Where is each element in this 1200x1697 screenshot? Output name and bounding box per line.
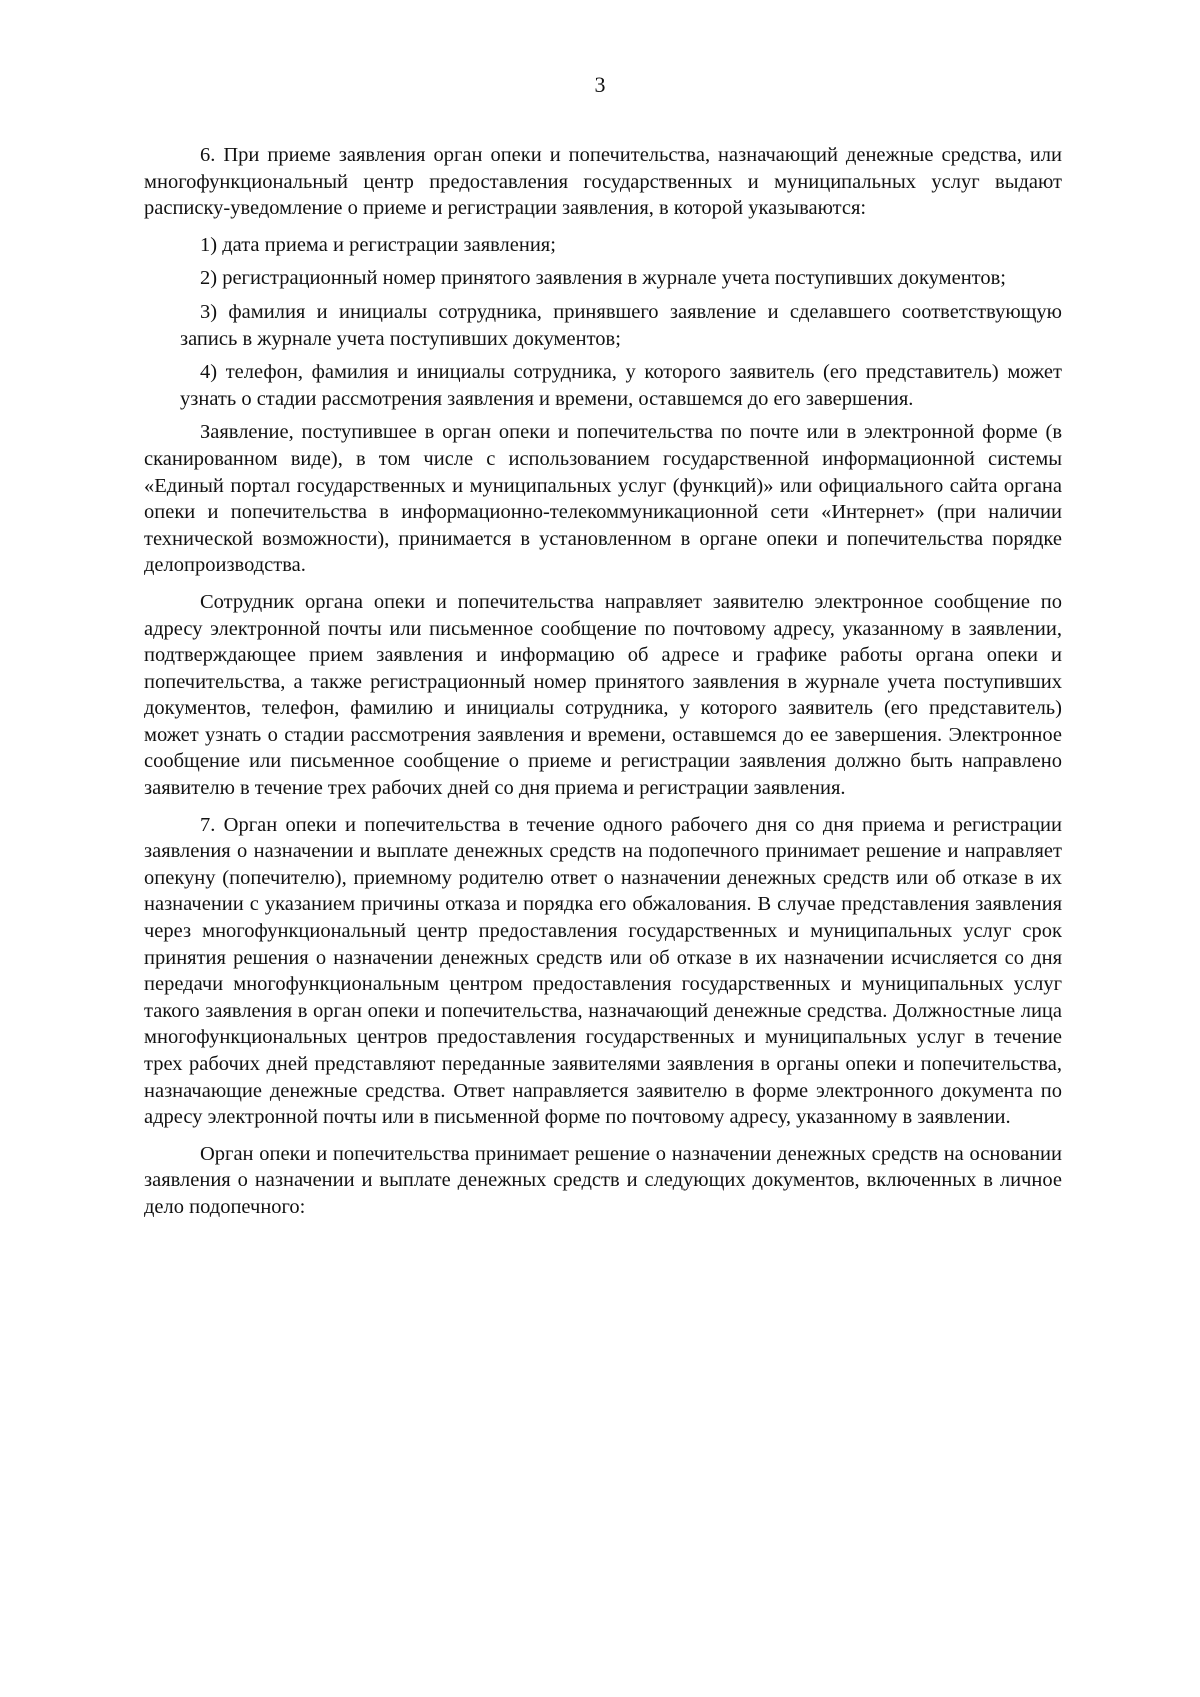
document-body (144, 142, 1062, 1231)
paragraph-employee-notification: Сотрудник органа опеки и попечительства направляет заявителю электронное сообщение по адресу электронной почты или письменное сообщение по почтовому адресу, указанному в заявлении, подтверждающее прием заявления и информацию об адресе и графике работы органа опеки и попечительства, а также регистрационный номер принятого заявления в журнале учета поступивших документов, телефон, фамилию и инициалы сотрудника, у которого заявитель (его представитель) может узнать о стадии рассмотрения заявления и времени, оставшемся до ее завершения. Электронное сообщение или письменное сообщение о приеме и регистрации заявления должно быть направлено заявителю в течение трех рабочих дней со дня приема и регистрации заявления. (144, 590, 1062, 800)
list-item-4: 4) телефон, фамилия и инициалы сотрудника, у которого заявитель (его представитель) может узнать о стадии рассмотрения заявления и времени, оставшемся до его завершения. (180, 361, 1062, 410)
list-item-3: 3) фамилия и инициалы сотрудника, принявшего заявление и сделавшего соответствующую запись в журнале учета поступивших документов; (180, 300, 1062, 350)
list-item-2: 2) регистрационный номер принятого заявления в журнале учета поступивших документов; (200, 267, 1006, 290)
list-item-1: 1) дата приема и регистрации заявления; (200, 233, 556, 256)
paragraph-7: 7. Орган опеки и попечительства в течение одного рабочего дня со дня приема и регистрации заявления о назначении и выплате денежных средств на подопечного принимает решение и направляет опекуну (попечителю), приемному родителю ответ о назначении денежных средств или об отказе в их назначении с указанием причины отказа и порядка его обжалования. В случае представления заявления через многофункциональный центр предоставления государственных и муниципальных услуг срок принятия решения о назначении денежных средств или об отказе в их назначении исчисляется со дня передачи многофункциональным центром предоставления государственных и муниципальных услуг такого заявления в орган опеки и попечительства, назначающий денежные средства. Должностные лица многофункциональных центров предоставления государственных и муниципальных услуг в течение трех рабочих дней представляют переданные заявителями заявления в органы опеки и попечительства, назначающие денежные средства. Ответ направляется заявителю в форме электронного документа по адресу электронной почты или в письменной форме по почтовому адресу, указанному в заявлении. (144, 813, 1062, 1129)
paragraph-electronic-submission: Заявление, поступившее в орган опеки и попечительства по почте или в электронной форме (в сканированном виде), в том числе с использованием государственной информационной системы «Единый портал государственных и муниципальных услуг (функций)» или официального сайта органа опеки и попечительства в информационно-телекоммуникационной сети «Интернет» (при наличии технической возможности), принимается в установленном в органе опеки и попечительства порядке делопроизводства. (144, 421, 1062, 577)
page-number: 3 (594, 72, 606, 97)
paragraph-6: 6. При приеме заявления орган опеки и попечительства, назначающий денежные средства, или многофункциональный центр предоставления государственных и муниципальных услуг выдают расписку-уведомление о приеме и регистрации заявления, в которой указываются: (144, 144, 1062, 220)
paragraph-decision-basis: Орган опеки и попечительства принимает решение о назначении денежных средств на основании заявления о назначении и выплате денежных средств и следующих документов, включенных в личное дело подопечного: (144, 1142, 1062, 1218)
